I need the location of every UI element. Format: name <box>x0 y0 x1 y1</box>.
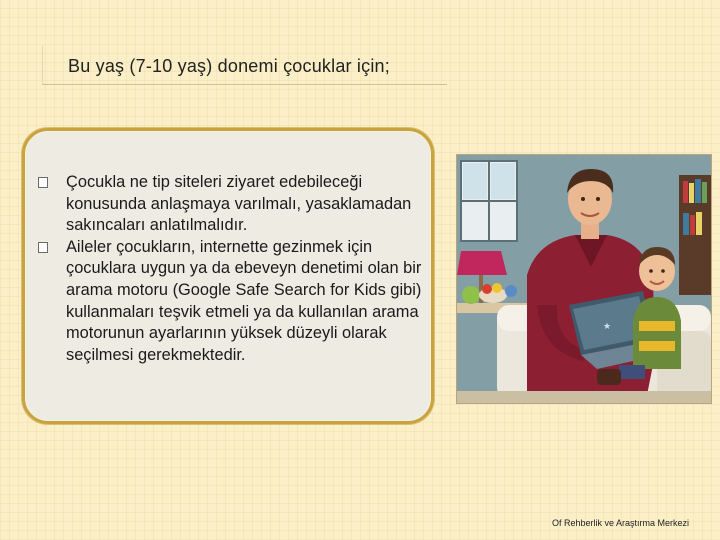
bullet-item <box>38 172 422 237</box>
bullet-text: Çocukla ne tip siteleri ziyaret edebileceği konusunda anlaşmaya varılmalı, yasaklamadan sakıncaları anlatılmalıdır. <box>66 173 412 235</box>
footer-credit: Of Rehberlik ve Araştırma Merkezi <box>552 518 690 528</box>
svg-text:★: ★ <box>603 322 612 332</box>
bullet-square-icon <box>38 177 48 188</box>
bullet-list <box>38 172 422 366</box>
bullet-item <box>38 237 422 367</box>
bullet-square-icon <box>38 242 48 253</box>
slide-title: Bu yaş (7-10 yaş) donemi çocuklar için; <box>68 56 390 76</box>
bullet-text: Aileler çocukların, internette gezinmek için çocuklara uygun ya da ebeveyn denetimi olan bir arama motoru (Google Safe Search for Kids gibi) kullanmaları teşvik etmeli ya da kullanılan arama motorunun ayarlarının yüksek düzeyli olarak seçilmesi gerekmektedir. <box>66 237 422 364</box>
family-laptop-illustration-icon <box>456 154 712 404</box>
